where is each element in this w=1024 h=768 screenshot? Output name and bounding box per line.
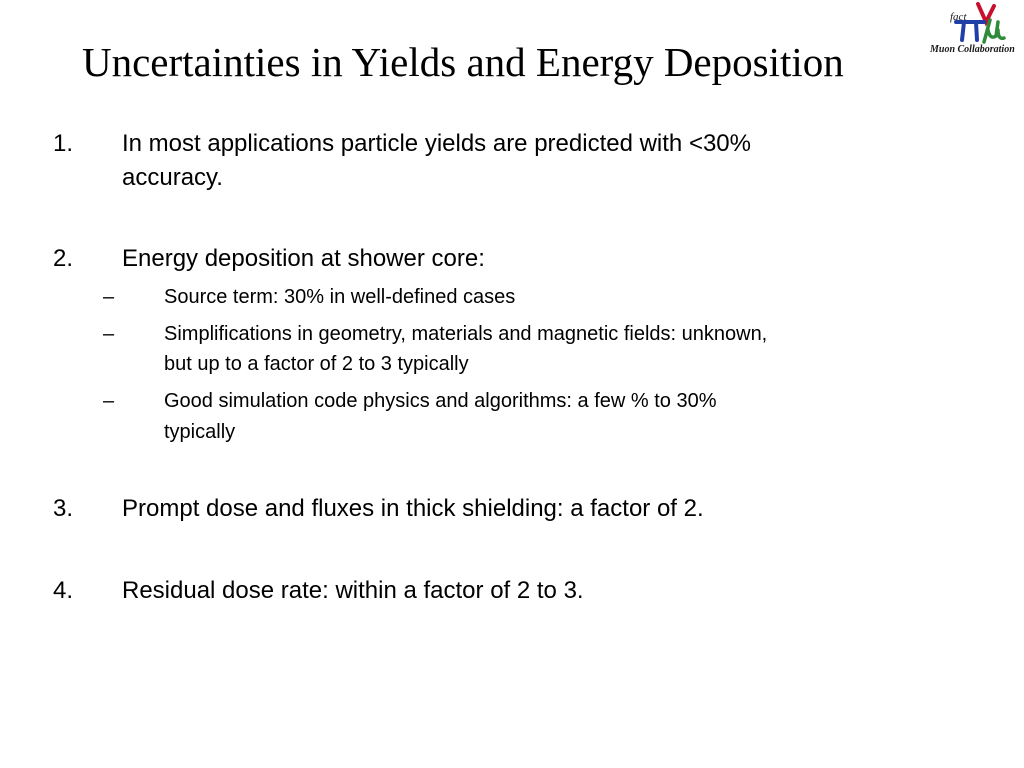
sub-list-dash: –	[103, 390, 115, 412]
list-item-text: Residual dose rate: within a factor of 2 to 3.	[122, 577, 584, 604]
sub-list-text-continued: typically	[164, 421, 236, 443]
list-item-text: In most applications particle yields are predicted with <30%	[122, 130, 751, 157]
list-item-number: 1.	[53, 130, 74, 157]
sub-list-dash: –	[103, 286, 115, 308]
sub-list-dash: –	[103, 323, 115, 345]
sub-list-text: Simplifications in geometry, materials and magnetic fields: unknown,	[164, 323, 768, 345]
list-item-text-continued: accuracy.	[122, 164, 223, 191]
sub-list-text: Good simulation code physics and algorithms: a few % to 30%	[164, 390, 717, 412]
list-item-text: Energy deposition at shower core:	[122, 245, 485, 272]
sub-list-text-continued: but up to a factor of 2 to 3 typically	[164, 353, 469, 375]
slide-title: Uncertainties in Yields and Energy Deposition	[82, 39, 844, 85]
sub-list-text: Source term: 30% in well-defined cases	[164, 286, 516, 308]
list-item-text: Prompt dose and fluxes in thick shielding: a factor of 2.	[122, 495, 704, 522]
list-item-number: 2.	[53, 245, 74, 272]
list-item-number: 3.	[53, 495, 74, 522]
logo-caption: Muon Collaboration	[930, 44, 1015, 55]
logo-mark-text: fact	[950, 11, 967, 23]
muon-collaboration-logo	[926, 0, 1024, 62]
list-item-number: 4.	[53, 577, 74, 604]
